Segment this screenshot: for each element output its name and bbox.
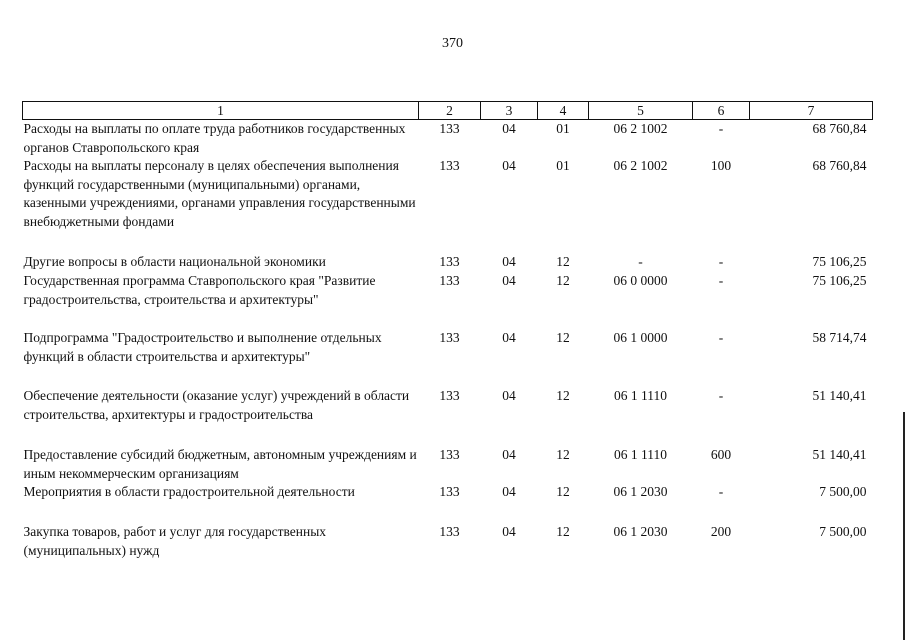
- header-col-1: 1: [23, 102, 419, 120]
- row-amount: 58 714,74: [812, 330, 867, 345]
- table-row: [23, 446, 873, 483]
- row-expense-type: -: [718, 121, 724, 136]
- header-col-2: 2: [419, 102, 481, 120]
- row-section: 04: [502, 484, 516, 499]
- row-section: 04: [502, 273, 516, 288]
- row-expense-type: -: [718, 254, 724, 269]
- table-row: [23, 253, 873, 272]
- row-grbs: 133: [439, 273, 460, 288]
- row-section: 04: [502, 447, 516, 462]
- row-target-article: 06 1 2030: [613, 524, 668, 539]
- row-subsection: 12: [556, 254, 570, 269]
- row-amount: 75 106,25: [812, 273, 867, 288]
- table-row: [23, 157, 873, 253]
- row-grbs: 133: [439, 254, 460, 269]
- row-subsection: 12: [556, 524, 570, 539]
- row-subsection: 12: [556, 273, 570, 288]
- header-col-5: 5: [589, 102, 693, 120]
- row-target-article: 06 2 1002: [613, 158, 668, 173]
- row-name: Предоставление субсидий бюджетным, автономным учреждениям и иным некоммерческим организациям: [23, 447, 417, 481]
- row-section: 04: [502, 121, 516, 136]
- row-grbs: 133: [439, 158, 460, 173]
- row-subsection: 12: [556, 388, 570, 403]
- row-section: 04: [502, 524, 516, 539]
- header-col-4: 4: [538, 102, 589, 120]
- row-expense-type: 600: [710, 447, 732, 462]
- row-grbs: 133: [439, 330, 460, 345]
- row-name: Подпрограмма "Градостроительство и выполнение отдельных функций в области строительства и архитектуры": [23, 330, 382, 364]
- row-grbs: 133: [439, 121, 460, 136]
- table-row: [23, 387, 873, 446]
- row-section: 04: [502, 388, 516, 403]
- header-col-3: 3: [481, 102, 538, 120]
- row-subsection: 12: [556, 447, 570, 462]
- row-name: Государственная программа Ставропольского края "Развитие градостроительства, строительства и архитектуры": [23, 273, 376, 307]
- row-section: 04: [502, 254, 516, 269]
- header-col-6: 6: [693, 102, 750, 120]
- row-name: Расходы на выплаты по оплате труда работников государственных органов Ставропольского края: [23, 121, 406, 155]
- row-name: Мероприятия в области градостроительной деятельности: [23, 484, 355, 499]
- row-amount: 68 760,84: [812, 121, 867, 136]
- row-subsection: 12: [556, 330, 570, 345]
- row-target-article: 06 0 0000: [613, 273, 668, 288]
- page-number: 370: [442, 36, 463, 51]
- table-row: [23, 329, 873, 387]
- row-amount: 68 760,84: [812, 158, 867, 173]
- table-row: [23, 272, 873, 329]
- table-row: [23, 523, 873, 560]
- row-amount: 51 140,41: [812, 447, 867, 462]
- row-subsection: 01: [556, 158, 570, 173]
- row-target-article: 06 1 1110: [614, 447, 667, 462]
- row-amount: 75 106,25: [812, 254, 867, 269]
- row-amount: 7 500,00: [819, 484, 867, 499]
- row-section: 04: [502, 158, 516, 173]
- row-amount: 7 500,00: [819, 524, 867, 539]
- row-section: 04: [502, 330, 516, 345]
- row-grbs: 133: [439, 388, 460, 403]
- header-col-7: 7: [750, 102, 873, 120]
- row-target-article: 06 1 2030: [613, 484, 668, 499]
- row-expense-type: -: [718, 484, 724, 499]
- row-name: Расходы на выплаты персоналу в целях обеспечения выполнения функций государственными (муниципальными) органами, казенными учреждениями, органами управления государственными внебюджетными фондами: [23, 158, 416, 229]
- row-target-article: -: [638, 254, 643, 269]
- row-grbs: 133: [439, 447, 460, 462]
- row-name: Другие вопросы в области национальной экономики: [23, 254, 326, 269]
- row-amount: 51 140,41: [812, 388, 867, 403]
- header-row: [23, 102, 873, 120]
- budget-table: [22, 101, 873, 560]
- row-expense-type: -: [718, 388, 724, 403]
- row-target-article: 06 1 0000: [613, 330, 668, 345]
- table-row: [23, 483, 873, 523]
- row-grbs: 133: [439, 484, 460, 499]
- row-grbs: 133: [439, 524, 460, 539]
- row-expense-type: 200: [710, 524, 732, 539]
- row-expense-type: -: [718, 330, 724, 345]
- row-subsection: 12: [556, 484, 570, 499]
- table-row: [23, 120, 873, 158]
- row-subsection: 01: [556, 121, 570, 136]
- row-name: Обеспечение деятельности (оказание услуг) учреждений в области строительства, архитектуры и градостроительства: [23, 388, 410, 422]
- row-expense-type: -: [718, 273, 724, 288]
- row-expense-type: 100: [710, 158, 732, 173]
- row-target-article: 06 1 1110: [614, 388, 667, 403]
- row-name: Закупка товаров, работ и услуг для государственных (муниципальных) нужд: [23, 524, 327, 558]
- row-target-article: 06 2 1002: [613, 121, 668, 136]
